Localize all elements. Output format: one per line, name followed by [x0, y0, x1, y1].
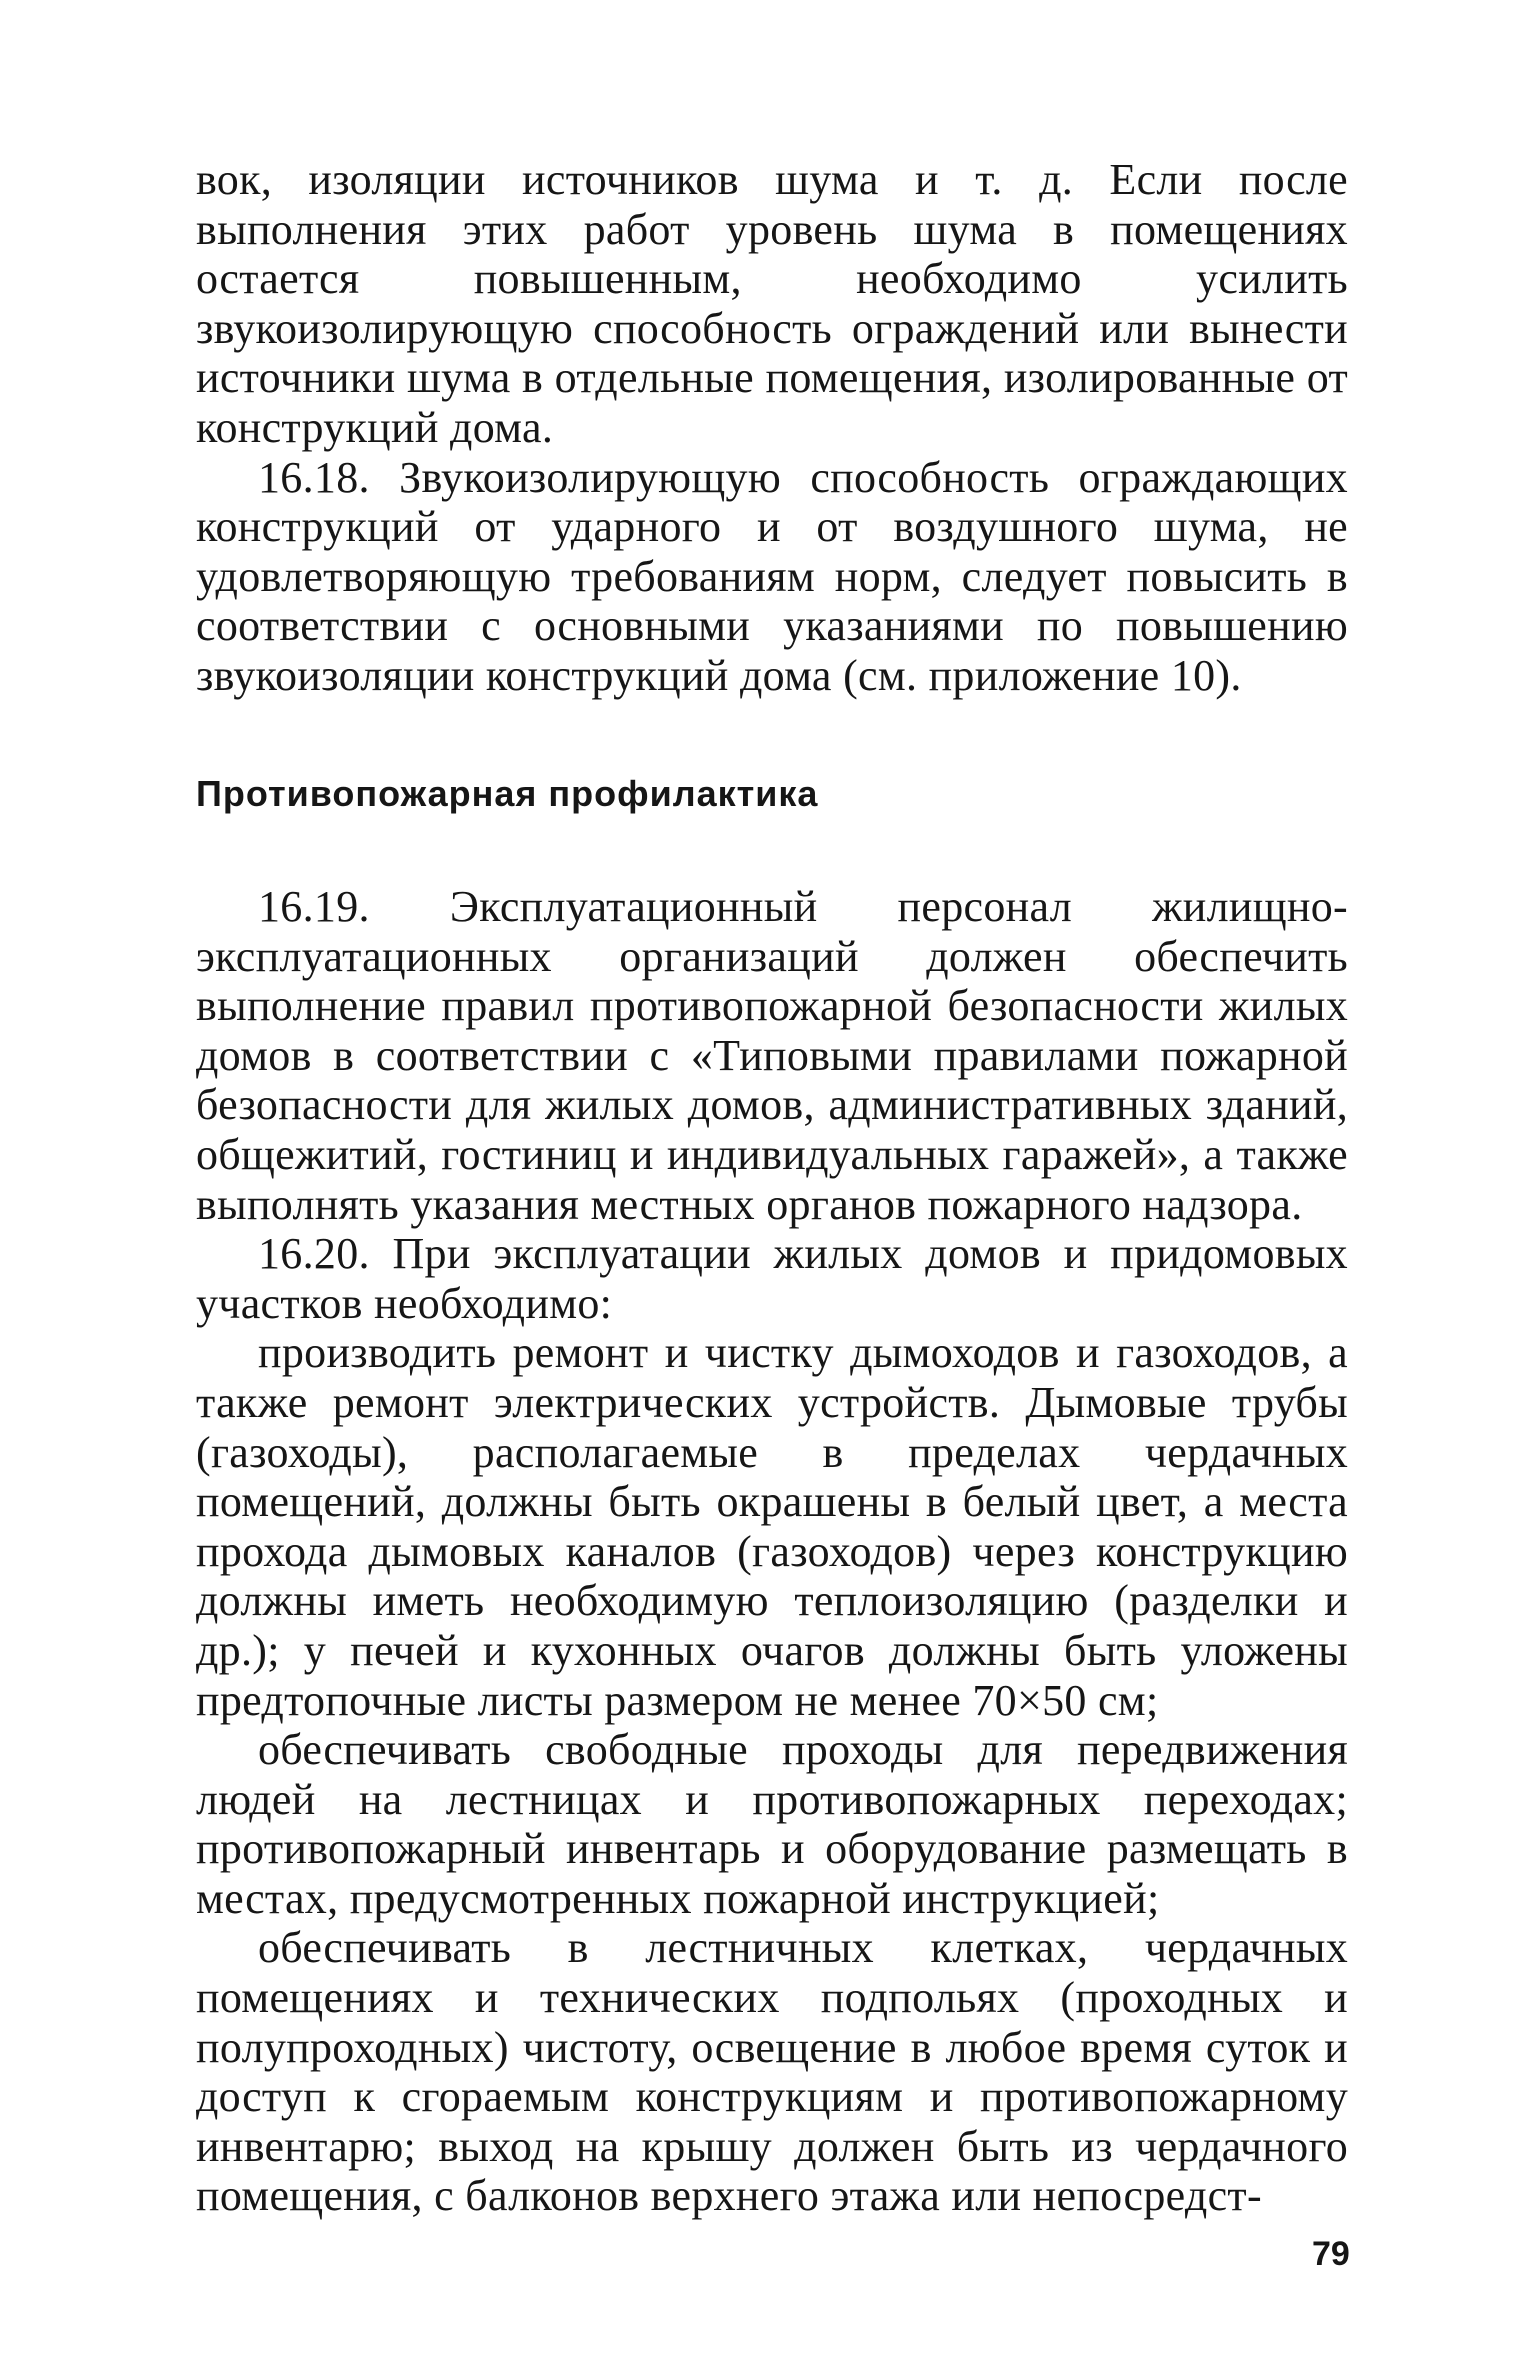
list-item-stairwells: обеспечивать в лестничных клетках, чердачных помещениях и технических подпольях (проходных и полупроходных) чистоту, освещение в любое время суток и доступ к сгораемым конструкциям и противопожарному инвентарю; выход на крышу должен быть из чердачного помещения, с балконов верхнего этажа или непосредст- — [196, 1923, 1348, 2221]
paragraph-16-18: 16.18. Звукоизолирующую способность ограждающих конструкций от ударного и от воздушного шума, не удовлетворяющую требованиям норм, следует повысить в соответствии с основными указаниями по повышению звукоизоляции конструкций дома (см. приложение 10). — [196, 452, 1348, 700]
paragraph-continuation: вок, изоляции источников шума и т. д. Если после выполнения этих работ уровень шума в помещениях остается повышенным, необходимо усилить звукоизолирующую способность ограждений или вынести источники шума в отдельные помещения, изолированные от конструкций дома. — [196, 155, 1348, 452]
page-content — [196, 155, 1348, 2221]
paragraph-16-19: 16.19. Эксплуатационный персонал жилищно-эксплуатационных организаций должен обеспечить выполнение правил противопожарной безопасности жилых домов в соответствии с «Типовыми правилами пожарной безопасности для жилых домов, административных зданий, общежитий, гостиниц и индивидуальных гаражей», а также выполнять указания местных органов пожарного надзора. — [196, 882, 1348, 1229]
section-heading: Противопожарная профилактика — [196, 773, 819, 814]
list-item-chimneys: производить ремонт и чистку дымоходов и газоходов, а также ремонт электрических устройств. Дымовые трубы (газоходы), располагаемые в пределах чердачных помещений, должны быть окрашены в белый цвет, а места прохода дымовых каналов (газоходов) через конструкцию должны иметь необходимую теплоизоляцию (разделки и др.); у печей и кухонных очагов должны быть уложены предтопочные листы размером не менее 70×50 см; — [196, 1328, 1348, 1725]
paragraph-16-20: 16.20. При эксплуатации жилых домов и придомовых участков необходимо: — [196, 1229, 1348, 1328]
list-item-passages: обеспечивать свободные проходы для передвижения людей на лестницах и противопожарных переходах; противопожарный инвентарь и оборудование размещать в местах, предусмотренных пожарной инструкцией; — [196, 1725, 1348, 1923]
section-fire-prevention — [196, 882, 1348, 2221]
page-number: 79 — [1312, 2235, 1350, 2273]
